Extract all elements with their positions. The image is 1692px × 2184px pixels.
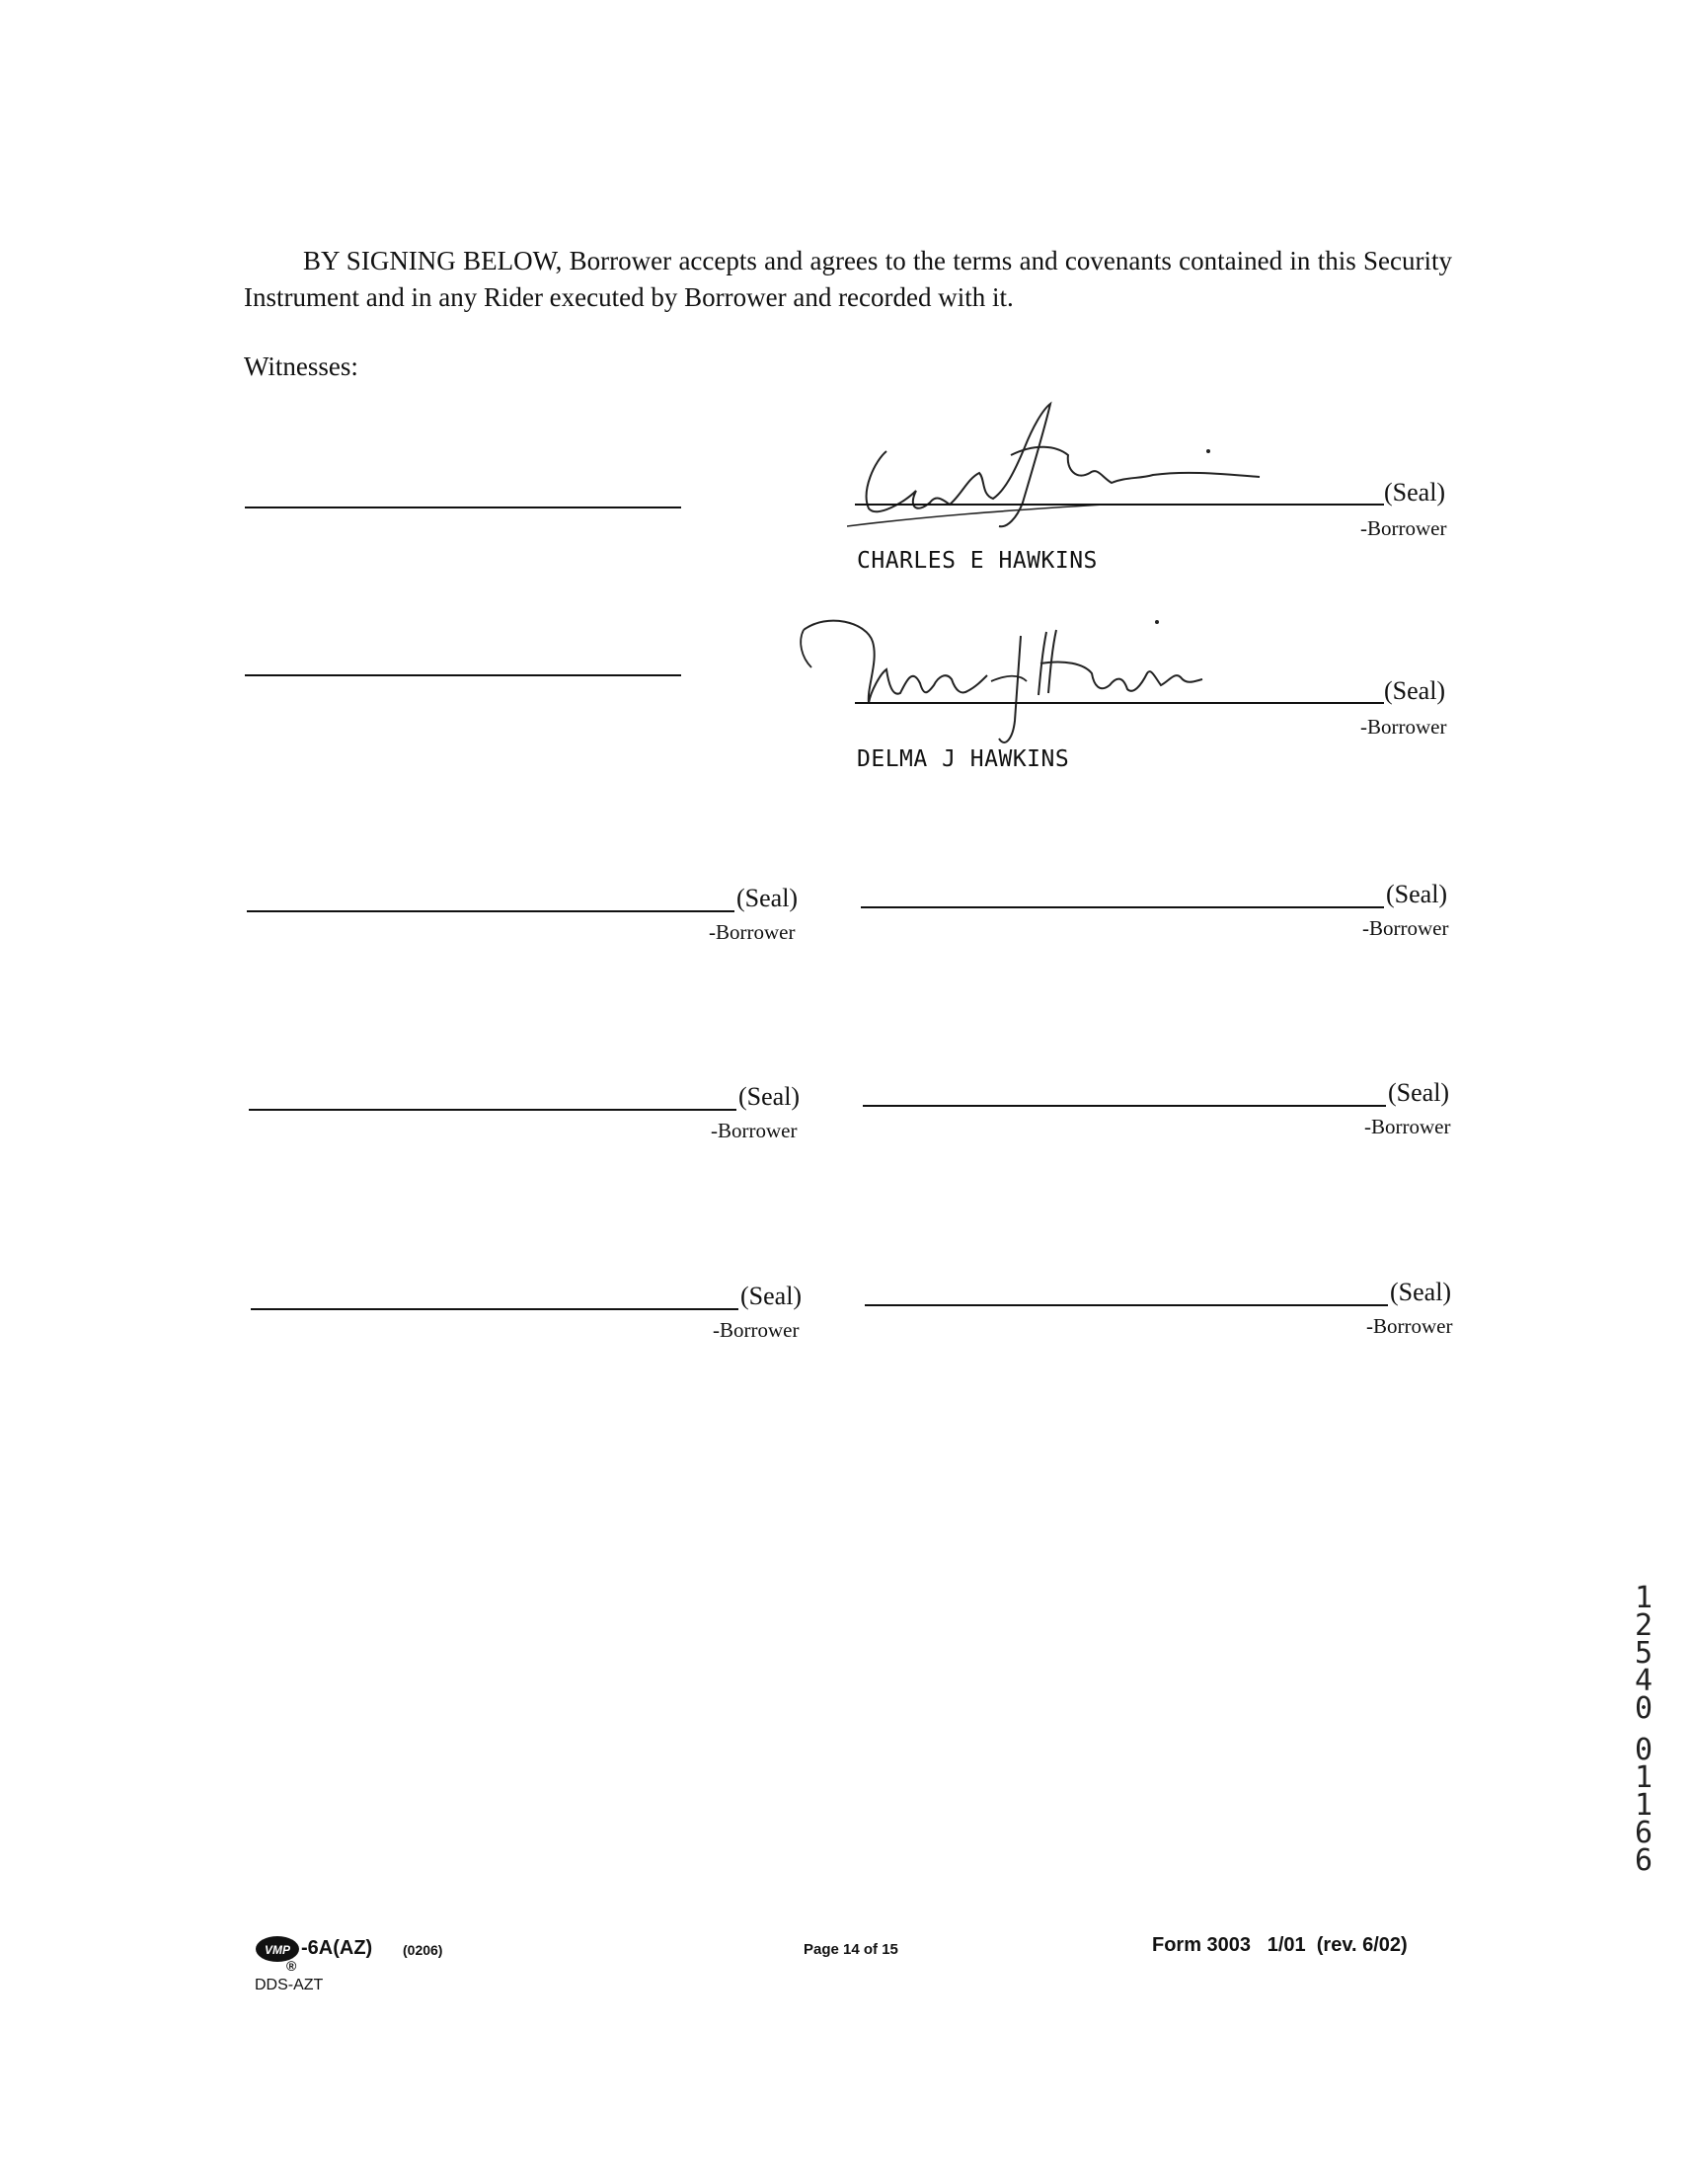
seal-label: (Seal) [1384,478,1446,507]
signature-charles-hawkins [847,400,1262,533]
dds-code: DDS-AZT [255,1977,324,1993]
blank-signature-line[interactable] [865,1304,1388,1306]
seal-label: (Seal) [1386,880,1448,908]
blank-signature-line[interactable] [249,1109,736,1111]
borrower-label: -Borrower [1360,516,1447,540]
borrower-label: -Borrower [709,920,796,944]
signature-delma-hawkins [798,612,1222,750]
intro-lead: BY SIGNING BELOW, [303,246,563,275]
blank-signature-line[interactable] [247,910,734,912]
seal-label: (Seal) [1388,1078,1450,1107]
blank-signature-line[interactable] [861,906,1384,908]
page-number: Page 14 of 15 [804,1941,898,1958]
intro-paragraph [244,243,1452,316]
borrower-label: -Borrower [711,1119,798,1142]
form-code: -6A(AZ) [301,1937,373,1959]
typed-name: CHARLES E HAWKINS [857,548,1098,574]
borrower-label: -Borrower [1364,1115,1451,1138]
blank-signature-line[interactable] [863,1105,1386,1107]
signer-line-2[interactable] [855,702,1384,704]
form-code-date: (0206) [403,1942,443,1958]
svg-text:6: 6 [1634,1843,1654,1876]
seal-label: (Seal) [1384,676,1446,705]
form-number: Form 3003 1/01 (rev. 6/02) [1152,1934,1408,1956]
svg-text:1: 1 [1634,1581,1654,1615]
svg-text:0: 0 [1634,1691,1654,1726]
witness-line-2[interactable] [245,674,681,676]
signer-line-1[interactable] [855,504,1384,506]
witness-line-1[interactable] [245,507,681,508]
typed-name: DELMA J HAWKINS [857,746,1070,772]
witnesses-label: Witnesses: [244,351,358,381]
recording-stamp-mark [1619,1580,1668,1876]
borrower-label: -Borrower [713,1318,800,1342]
svg-text:2: 2 [1634,1608,1654,1643]
svg-text:1: 1 [1634,1788,1654,1823]
svg-text:1: 1 [1634,1760,1654,1795]
svg-text:6: 6 [1634,1816,1654,1850]
seal-label: (Seal) [738,1082,801,1111]
svg-text:0: 0 [1634,1733,1654,1767]
seal-label: (Seal) [740,1282,803,1310]
borrower-label: -Borrower [1362,916,1449,940]
borrower-label: -Borrower [1360,715,1447,739]
seal-label: (Seal) [736,884,799,912]
svg-text:4: 4 [1634,1664,1654,1698]
svg-text:5: 5 [1634,1636,1654,1671]
seal-label: (Seal) [1390,1278,1452,1306]
intro-body: Borrower accepts and agrees to the terms and covenants contained in this Security Instrument and in any Rider executed by Borrower and recorded with it. [244,246,1453,312]
registered-mark: ® [286,1958,297,1974]
borrower-label: -Borrower [1366,1314,1453,1338]
vmp-logo-text: VMP [264,1943,291,1957]
blank-signature-line[interactable] [251,1308,738,1310]
